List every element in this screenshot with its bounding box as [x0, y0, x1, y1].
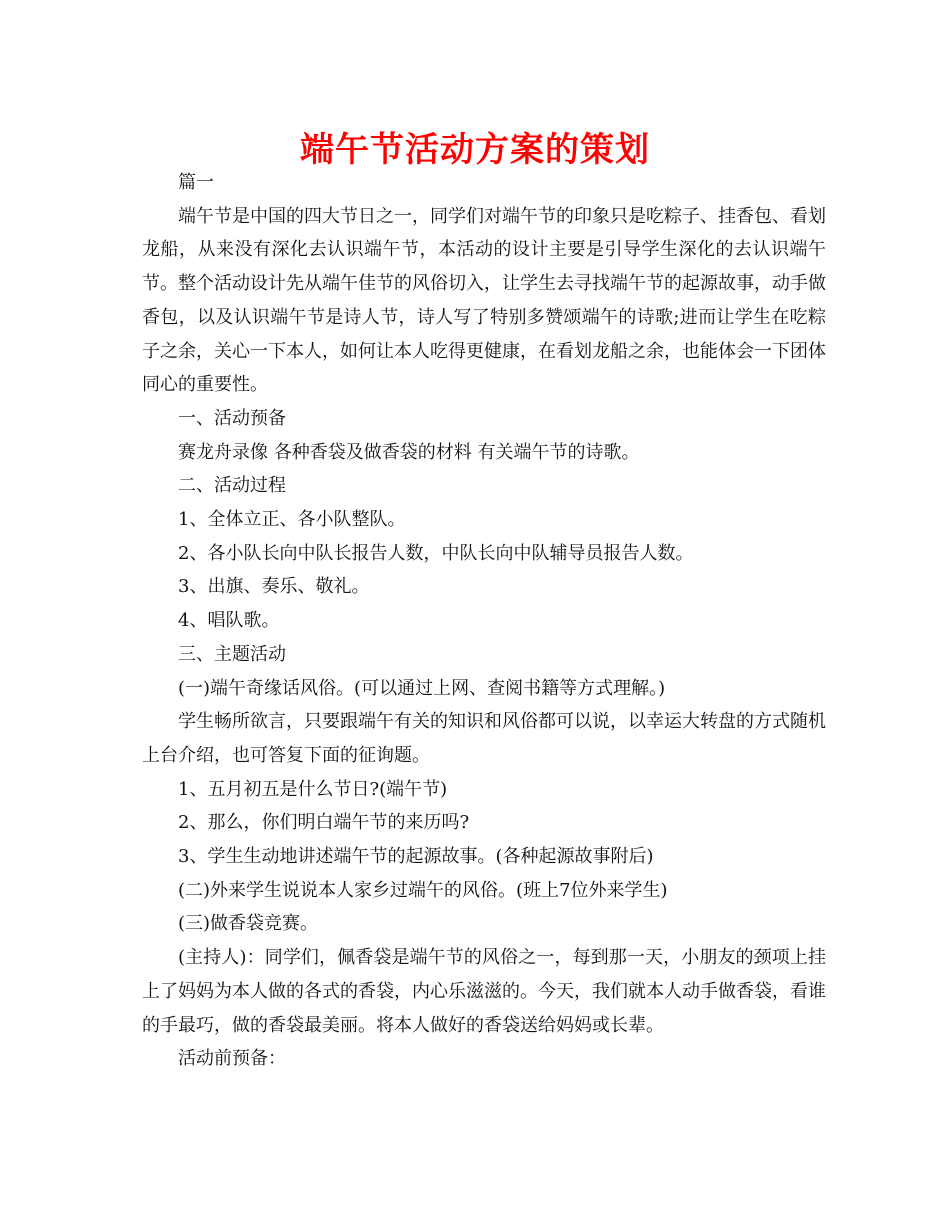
list-item: 1、全体立正、各小队整队。	[178, 509, 406, 531]
list-item: 3、出旗、奏乐、敬礼。	[178, 576, 370, 598]
document-title: 端午节活动方案的策划	[300, 130, 650, 170]
subheading: (三)做香袋竞赛。	[178, 913, 319, 935]
list-item: 2、那么，你们明白端午节的来历吗?	[178, 812, 470, 834]
document-body	[142, 166, 826, 1076]
paragraph: 赛龙舟录像 各种香袋及做香袋的材料 有关端午节的诗歌。	[178, 441, 640, 463]
paragraph: 活动前预备：	[178, 1048, 286, 1070]
heading-preparation: 一、活动预备	[178, 407, 286, 429]
subheading: (一)端午奇缘话风俗。(可以通过上网、查阅书籍等方式理解。)	[178, 677, 666, 699]
heading-theme: 三、主题活动	[178, 643, 286, 665]
intro-paragraph: 端午节是中国的四大节日之一，同学们对端午节的印象只是吃粽子、挂香包、看划龙船，从来没有深化去认识端午节，本活动的设计主要是引导学生深化的去认识端午节。整个活动设计先从端午佳节的风俗切入，让学生去寻找端午节的起源故事，动手做香包，以及认识端午节是诗人节，诗人写了特别多赞颂端午的诗歌;进而让学生在吃粽子之余，关心一下本人，如何让本人吃得更健康，在看划龙船之余，也能体会一下团体同心的重要性。	[142, 205, 826, 396]
list-item: 1、五月初五是什么节日?(端午节)	[178, 778, 448, 800]
paragraph: 学生畅所欲言，只要跟端午有关的知识和风俗都可以说，以幸运大转盘的方式随机上台介绍，也可答复下面的征询题。	[142, 711, 826, 766]
section-label: 篇一	[178, 172, 214, 193]
subheading: (二)外来学生说说本人家乡过端午的风俗。(班上7位外来学生)	[178, 879, 668, 901]
list-item: 2、各小队长向中队长报告人数，中队长向中队辅导员报告人数。	[178, 542, 694, 564]
list-item: 4、唱队歌。	[178, 610, 280, 632]
heading-process: 二、活动过程	[178, 475, 286, 497]
list-item: 3、学生生动地讲述端午节的起源故事。(各种起源故事附后)	[178, 846, 654, 868]
paragraph: (主持人)：同学们，佩香袋是端午节的风俗之一，每到那一天，小朋友的颈项上挂上了妈妈为本人做的各式的香袋，内心乐滋滋的。今天，我们就本人动手做香袋，看谁的手最巧，做的香袋最美丽。将本人做好的香袋送给妈妈或长辈。	[142, 947, 826, 1036]
